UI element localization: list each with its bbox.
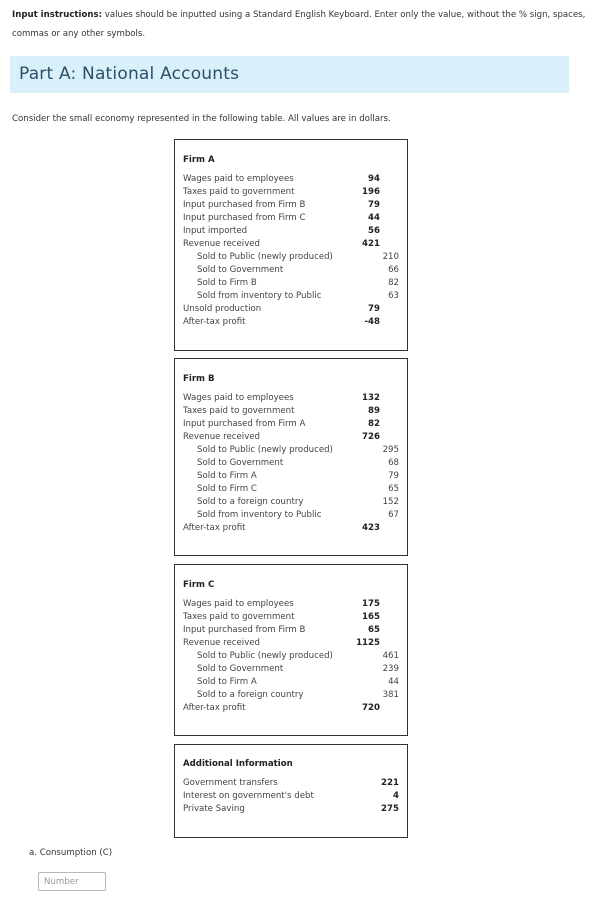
- row-subvalue: 63: [388, 291, 399, 301]
- row-value: 275: [381, 804, 399, 814]
- row-label: Input purchased from Firm B: [183, 625, 306, 635]
- part-banner: [10, 56, 569, 93]
- table-row: [175, 264, 407, 277]
- table-row: [175, 199, 407, 212]
- row-subvalue: 44: [388, 677, 399, 687]
- row-subvalue: 210: [382, 252, 399, 262]
- row-label: Sold to Firm B: [197, 278, 257, 288]
- row-label: Revenue received: [183, 239, 261, 249]
- row-label: Unsold production: [183, 304, 262, 314]
- row-subvalue: 65: [388, 484, 399, 494]
- row-label: Input imported: [183, 226, 248, 236]
- row-value: 720: [362, 703, 380, 713]
- row-label: Sold to Public (newly produced): [197, 445, 333, 455]
- row-value: 94: [368, 174, 380, 184]
- table-row: [175, 676, 407, 689]
- firm-a-box: [174, 139, 408, 351]
- row-label: Sold from inventory to Public: [197, 510, 322, 520]
- table-row: [175, 637, 407, 650]
- table-row: [175, 702, 407, 715]
- additional-info-box: [174, 744, 408, 838]
- row-label: Interest on government's debt: [183, 791, 314, 801]
- row-label: Input purchased from Firm A: [183, 419, 306, 429]
- table-row: [175, 238, 407, 251]
- row-value: 1125: [356, 638, 380, 648]
- table-row: [175, 611, 407, 624]
- row-subvalue: 68: [388, 458, 399, 468]
- row-label: Sold to Firm C: [197, 484, 257, 494]
- table-row: [175, 598, 407, 611]
- row-subvalue: 381: [382, 690, 399, 700]
- row-label: Revenue received: [183, 432, 261, 442]
- table-row: [175, 303, 407, 316]
- intro-text: Consider the small economy represented in the following table. All values are in dollars.: [12, 114, 391, 124]
- row-value: 196: [362, 187, 380, 197]
- row-label: After-tax profit: [183, 317, 246, 327]
- row-value: 165: [362, 612, 380, 622]
- table-row: [175, 457, 407, 470]
- row-value: -48: [364, 317, 380, 327]
- table-row: [175, 212, 407, 225]
- consumption-number-input[interactable]: [38, 872, 106, 891]
- instructions-text: values should be inputted using a Standard English Keyboard. Enter only the value, without the % sign, spaces, commas or any other symbols.: [12, 10, 586, 39]
- table-row: [175, 483, 407, 496]
- row-label: Government transfers: [183, 778, 278, 788]
- table-row: [175, 431, 407, 444]
- table-row: [175, 777, 407, 790]
- row-label: After-tax profit: [183, 523, 246, 533]
- row-label: Sold to Government: [197, 664, 284, 674]
- row-label: Sold to Firm A: [197, 471, 257, 481]
- question-label-consumption: a. Consumption (C): [29, 848, 113, 858]
- row-label: Wages paid to employees: [183, 393, 294, 403]
- row-label: Private Saving: [183, 804, 245, 814]
- row-label: Sold to a foreign country: [197, 690, 304, 700]
- row-label: Taxes paid to government: [183, 406, 295, 416]
- input-instructions: [12, 6, 592, 44]
- row-label: Taxes paid to government: [183, 612, 295, 622]
- row-subvalue: 66: [388, 265, 399, 275]
- firm-title: Firm A: [183, 155, 215, 165]
- row-subvalue: 82: [388, 278, 399, 288]
- row-subvalue: 79: [388, 471, 399, 481]
- table-row: [175, 444, 407, 457]
- row-label: Wages paid to employees: [183, 599, 294, 609]
- row-label: Sold to a foreign country: [197, 497, 304, 507]
- row-value: 79: [368, 304, 380, 314]
- additional-info-title: Additional Information: [183, 759, 293, 769]
- row-value: 82: [368, 419, 380, 429]
- table-row: [175, 405, 407, 418]
- row-subvalue: 295: [382, 445, 399, 455]
- row-label: After-tax profit: [183, 703, 246, 713]
- firm-title: Firm B: [183, 374, 215, 384]
- firm-title: Firm C: [183, 580, 215, 590]
- row-subvalue: 239: [382, 664, 399, 674]
- table-row: [175, 663, 407, 676]
- table-row: [175, 509, 407, 522]
- table-row: [175, 650, 407, 663]
- row-label: Sold from inventory to Public: [197, 291, 322, 301]
- row-subvalue: 152: [382, 497, 399, 507]
- row-value: 132: [362, 393, 380, 403]
- row-value: 65: [368, 625, 380, 635]
- row-label: Sold to Government: [197, 458, 284, 468]
- row-subvalue: 67: [388, 510, 399, 520]
- table-row: [175, 418, 407, 431]
- table-row: [175, 225, 407, 238]
- row-value: 79: [368, 200, 380, 210]
- firm-c-box: [174, 564, 408, 736]
- row-label: Sold to Public (newly produced): [197, 252, 333, 262]
- row-value: 4: [393, 791, 399, 801]
- table-row: [175, 186, 407, 199]
- row-label: Sold to Government: [197, 265, 284, 275]
- row-label: Sold to Firm A: [197, 677, 257, 687]
- row-label: Input purchased from Firm B: [183, 200, 306, 210]
- row-value: 726: [362, 432, 380, 442]
- table-row: [175, 470, 407, 483]
- row-value: 89: [368, 406, 380, 416]
- table-row: [175, 316, 407, 329]
- part-title: Part A: National Accounts: [19, 64, 240, 84]
- table-row: [175, 290, 407, 303]
- firm-b-box: [174, 358, 408, 556]
- instructions-heading: Input instructions:: [12, 10, 103, 20]
- table-row: [175, 689, 407, 702]
- row-value: 423: [362, 523, 380, 533]
- row-label: Sold to Public (newly produced): [197, 651, 333, 661]
- table-row: [175, 173, 407, 186]
- row-label: Taxes paid to government: [183, 187, 295, 197]
- table-row: [175, 522, 407, 535]
- table-row: [175, 392, 407, 405]
- table-row: [175, 251, 407, 264]
- table-row: [175, 496, 407, 509]
- row-label: Wages paid to employees: [183, 174, 294, 184]
- row-value: 175: [362, 599, 380, 609]
- row-value: 221: [381, 778, 399, 788]
- table-row: [175, 790, 407, 803]
- table-row: [175, 277, 407, 290]
- row-value: 56: [368, 226, 380, 236]
- table-row: [175, 624, 407, 637]
- row-value: 44: [368, 213, 380, 223]
- row-subvalue: 461: [382, 651, 399, 661]
- table-row: [175, 803, 407, 816]
- row-label: Input purchased from Firm C: [183, 213, 306, 223]
- row-label: Revenue received: [183, 638, 261, 648]
- row-value: 421: [362, 239, 380, 249]
